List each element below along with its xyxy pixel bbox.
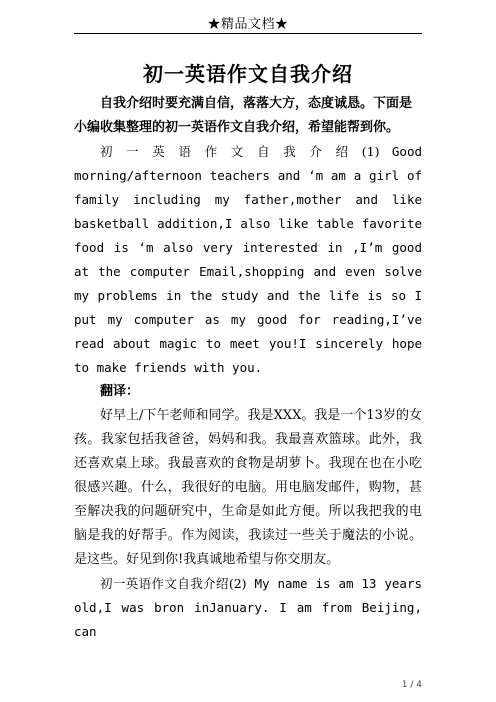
intro-paragraph: 自我介绍时要充满自信，落落大方，态度诚恳。下面是小编收集整理的初一英语作文自我介绍，希望能帮到你。 (74, 96, 413, 135)
header-divider (74, 33, 422, 34)
document-body (74, 92, 422, 644)
essay-1-text: Good morning/afternoon teachers and ‘m am a girl of family including my father,mother and like basketball addition,I also like table favorite food is ‘m also very interested in ,I’m good at the computer Email,shopping and even solve my problems in the study and the life is so I put my computer as my good for reading,I’ve read about magic to meet you!I sincerely hope to make friends with you. (74, 144, 422, 375)
translation-label: 翻译： (100, 384, 140, 399)
essay-2-heading: 初一英语作文自我介绍(2) (100, 576, 247, 591)
essay-2-text: My name is am 13 years old,I was bron inJanuary. I am from Beijing, can (74, 576, 422, 639)
essay-2-paragraph (74, 572, 422, 644)
page-title: 初一英语作文自我介绍 (143, 62, 353, 86)
essay-1-heading: 初 一 英 语 作 文 自 我 介 绍 (1) (100, 144, 380, 159)
header-mark: ★精品文档★ (207, 17, 289, 32)
translation-paragraph: 好早上/下午老师和同学。我是XXX。我是一个13岁的女孩。我家包括我爸爸，妈妈和我。我最喜欢篮球。此外，我还喜欢桌上球。我最喜欢的食物是胡萝卜。我现在也在小吃很感兴趣。什么，我很好的电脑。用电脑发邮件，购物，甚至解决我的问题研究中，生命是如此方便。所以我把我的电脑是我的好帮手。作为阅读，我读过一些关于魔法的小说。是这些。好见到你!我真诚地希望与你交朋友。 (74, 408, 422, 567)
page-number: 1 / 4 (401, 680, 422, 690)
essay-1-paragraph (74, 140, 422, 380)
